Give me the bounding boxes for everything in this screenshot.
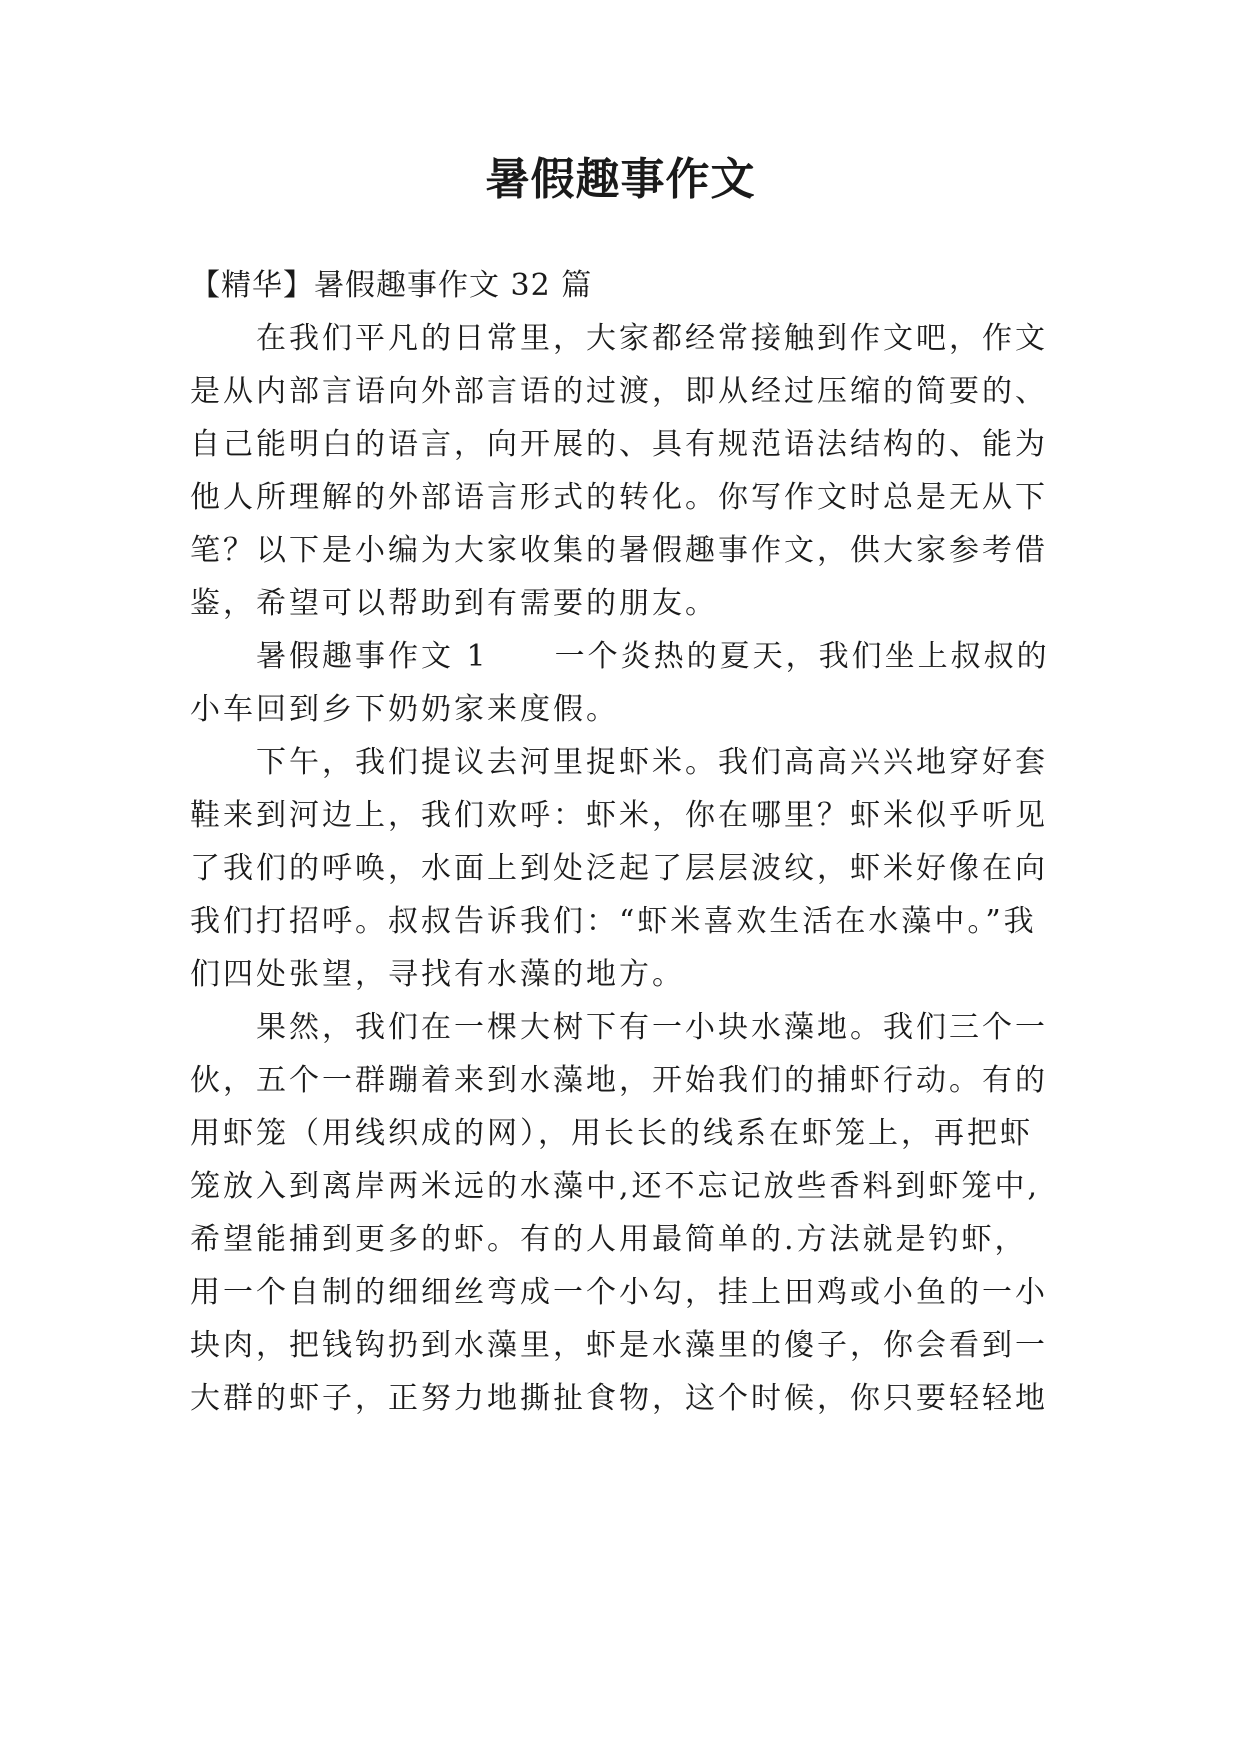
paragraph-line: 他人所理解的外部语言形式的转化。你写作文时总是无从下 [190, 480, 1048, 515]
paragraph-line: 小车回到乡下奶奶家来度假。 [190, 692, 619, 727]
paragraph-line: 块肉，把钱钩扔到水藻里，虾是水藻里的傻子，你会看到一 [190, 1328, 1048, 1363]
paragraph-line: 是从内部言语向外部言语的过渡，即从经过压缩的简要的、 [190, 374, 1048, 409]
paragraph-line: 伙，五个一群蹦着来到水藻地，开始我们的捕虾行动。有的 [190, 1063, 1048, 1098]
paragraph-line: 用虾笼（用线织成的网），用长长的线系在虾笼上，再把虾 [190, 1116, 1033, 1151]
document-title: 暑假趣事作文 [485, 154, 756, 205]
paragraph-line: 下午，我们提议去河里捉虾米。我们高高兴兴地穿好套 [256, 745, 1048, 780]
paragraph-line: 我们打招呼。叔叔告诉我们：“虾米喜欢生活在水藻中。”我 [190, 904, 1037, 939]
paragraph-line: 大群的虾子，正努力地撕扯食物，这个时候，你只要轻轻地 [190, 1381, 1048, 1416]
paragraph-line: 暑假趣事作文 1 一个炎热的夏天，我们坐上叔叔的 [256, 639, 1050, 674]
paragraph-line: 鞋来到河边上，我们欢呼：虾米，你在哪里？虾米似乎听见 [190, 798, 1048, 833]
paragraph-line: 们四处张望，寻找有水藻的地方。 [190, 957, 685, 992]
paragraph-line: 用一个自制的细细丝弯成一个小勾，挂上田鸡或小鱼的一小 [190, 1275, 1048, 1310]
document-subtitle: 【精华】暑假趣事作文 32 篇 [190, 268, 593, 303]
paragraph-line: 希望能捕到更多的虾。有的人用最简单的.方法就是钓虾， [190, 1222, 1028, 1257]
paragraph-line: 在我们平凡的日常里，大家都经常接触到作文吧，作文 [256, 321, 1048, 356]
paragraph-line: 笼放入到离岸两米远的水藻中,还不忘记放些香料到虾笼中, [190, 1169, 1041, 1204]
paragraph-line: 自己能明白的语言，向开展的、具有规范语法结构的、能为 [190, 427, 1048, 462]
paragraph-line: 笔？以下是小编为大家收集的暑假趣事作文，供大家参考借 [190, 533, 1048, 568]
paragraph-line: 鉴，希望可以帮助到有需要的朋友。 [190, 586, 718, 621]
paragraph-line: 果然，我们在一棵大树下有一小块水藻地。我们三个一 [256, 1010, 1048, 1045]
paragraph-line: 了我们的呼唤，水面上到处泛起了层层波纹，虾米好像在向 [190, 851, 1048, 886]
